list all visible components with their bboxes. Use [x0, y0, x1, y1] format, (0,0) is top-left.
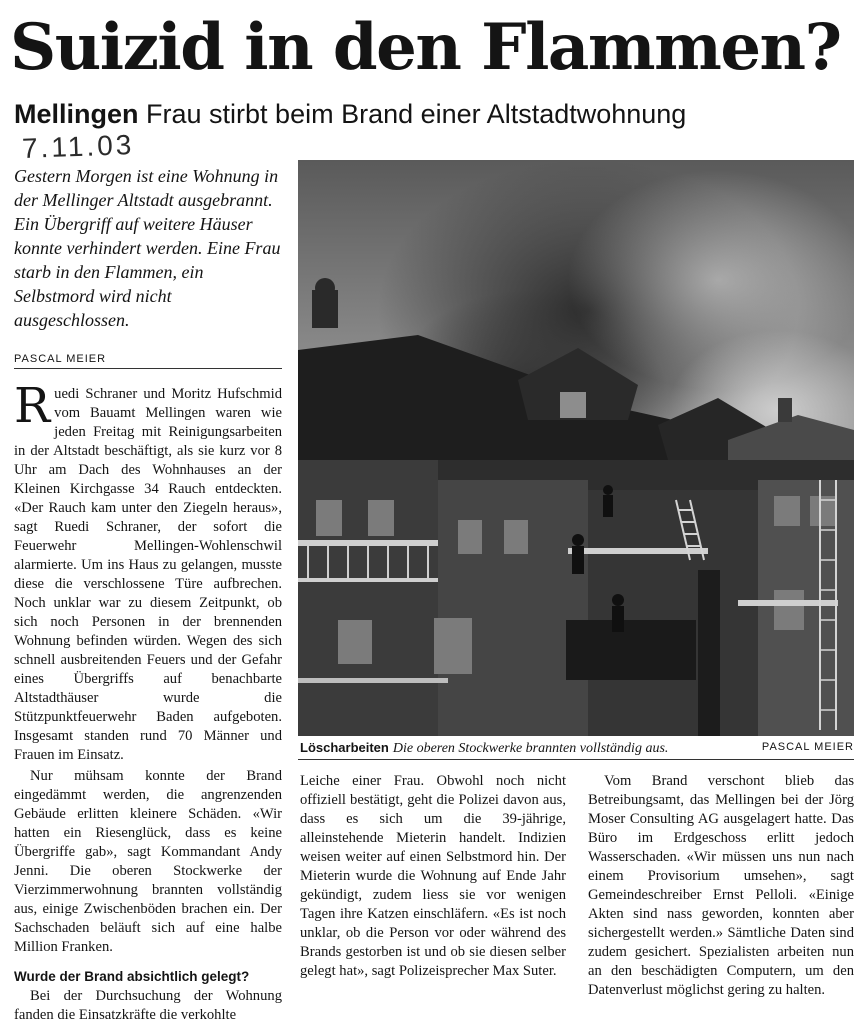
subhead-text: Frau stirbt beim Brand einer Altstadtwohnung: [146, 99, 687, 129]
headline: Suizid in den Flammen?: [10, 10, 841, 85]
caption-rule: [298, 759, 854, 760]
caption-label: Löscharbeiten: [300, 740, 389, 755]
paragraph-1: [14, 378, 282, 765]
article-column-1: [14, 378, 282, 765]
photo-credit: PASCAL MEIER: [761, 741, 854, 753]
article-column-2: [300, 772, 566, 981]
fire-photo: [298, 160, 854, 736]
paragraph-3: Bei der Durchsuchung der Wohnung fanden die Einsatzkräfte die verkohlte: [14, 988, 282, 1023]
drop-cap: R: [14, 378, 51, 434]
column-3-text: Vom Brand verschont blieb das Betreibungsamt, das Mellingen bei der Jörg Moser Consulting AG ausgelagert hatte. Das Büro im Erdgeschoss erlitt jedoch Wasserschaden. «Wir müssen uns nun nach einem Provisorium umsehen», sagt Gemeindeschreiber Ernst Pelloli. «Einige Akten sind nass geworden, konnten aber sichergestellt werden.» Sämtliche Daten sind zudem gesichert. Spezialisten arbeiten nun an den beschädigten Computern, um den Datenverlust möglichst gering zu halten.: [588, 773, 854, 998]
subhead: [14, 96, 864, 132]
handwritten-date: 7.11.03: [21, 129, 135, 164]
lead-paragraph: Gestern Morgen ist eine Wohnung in der Mellinger Altstadt ausgebrannt. Ein Übergriff auf weitere Häuser konnte verhindert werden. Eine Frau starb in den Flammen, ein Selbstmord wird nicht ausgeschlossen.: [14, 166, 281, 330]
subhead-kicker: Mellingen: [14, 99, 139, 129]
column-2-text: Leiche einer Frau. Obwohl noch nicht offiziell bestätigt, geht die Polizei davon aus, dass es sich um die 39-jährige, alleinstehende Mieterin handelt. Indizien weisen weiter auf einen Selbstmord hin. Der Mieterin wurde die Wohnung auf Ende Jahr gekündigt, zudem liess sie vor wenigen Tagen ihre Katzen einschläfern. «Es ist noch unklar, ob die Person vor oder während des Brands gestorben ist und ob sie diesen selber gelegt hat», sagt Polizeisprecher Max Suter.: [300, 773, 566, 979]
author-byline: PASCAL MEIER: [14, 353, 107, 365]
byline-rule: [14, 368, 282, 369]
article-column-3: [588, 772, 854, 1000]
paragraph-2: Nur mühsam konnte der Brand eingedämmt werden, die angrenzenden Gebäude erlitten kleinere Schäden. «Wir hatten ein Riesenglück, dass es keine Übergriffe gab», sagt Kommandant Andy Jenni. Die oberen Stockwerke der Vierzimmerwohnung brannten vollständig aus, einige Zwischenböden brachen ein. Der Sachschaden beläuft sich auf eine halbe Million Franken.: [14, 768, 282, 955]
article-column-1-continued: [14, 767, 282, 1025]
paragraph-1-text: uedi Schraner und Moritz Hufschmid vom Bauamt Mellingen waren wie jeden Freitag mit Reinigungsarbeiten in der Altstadt beschäftigt, als sie kurz vor 8 Uhr am Dach des Wohnhauses an der Kleinen Kirchgasse 34 Rauch entdeckten. «Der Rauch kam unter den Ziegeln heraus», sagt Ruedi Schraner, der sofort die Feuerwehr Mellingen-Wohlenschwil alarmierte. Um ins Haus zu gelangen, musste diese die verschlossene Türe aufbrechen. Noch unklar war zu diesem Zeitpunkt, ob sich noch Personen in der brennenden Wohnung befinden würden. Wegen des sich schnell ausbreitenden Feuers und der Gefahr eines Übergriffs auf benachbarte Altstadthäuser wurde die Stützpunktfeuerwehr Baden aufgeboten. Insgesamt standen rund 70 Männer und Frauen im Einsatz.: [14, 386, 282, 763]
caption-text: Die oberen Stockwerke brannten vollständig aus.: [392, 741, 669, 756]
photo-caption: [300, 739, 854, 755]
subheading: Wurde der Brand absichtlich gelegt?: [14, 969, 250, 984]
fire-photo-illustration: [298, 160, 854, 736]
